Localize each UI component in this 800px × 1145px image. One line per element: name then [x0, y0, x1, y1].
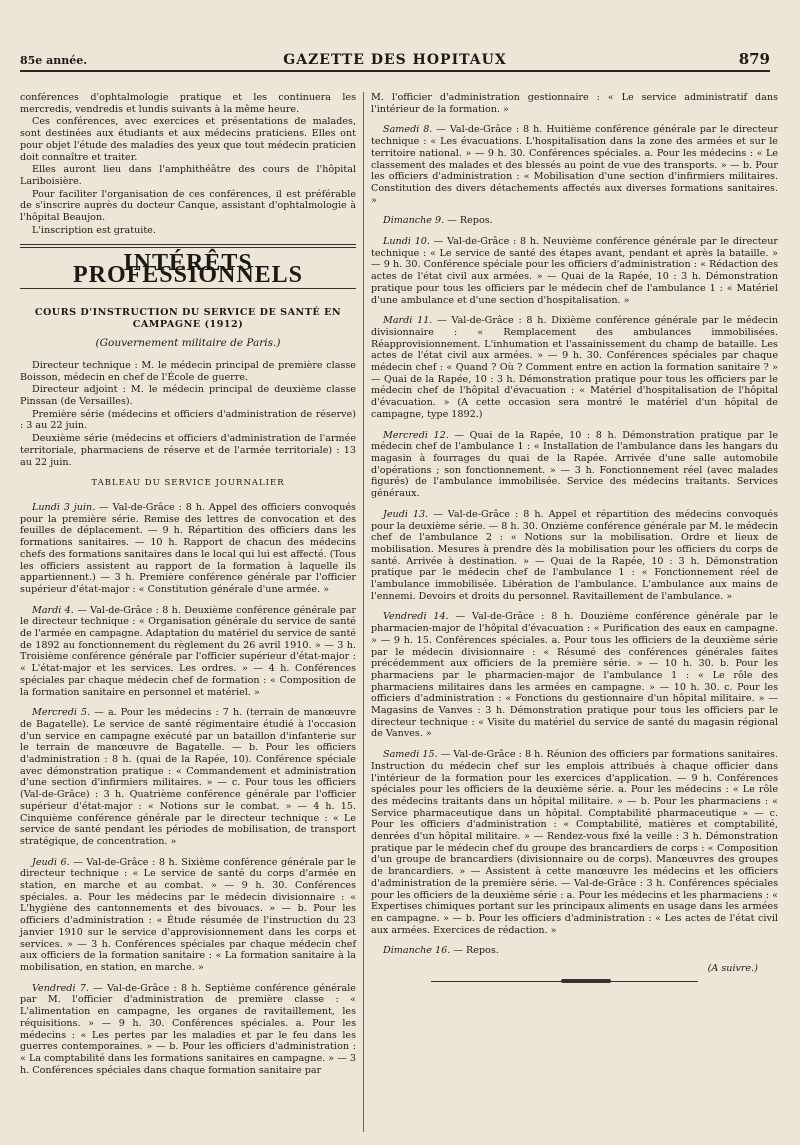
schedule-entry [371, 215, 778, 227]
paragraph: Elles auront lieu dans l'amphithéâtre des cours de l'hôpital Lariboisière. [20, 164, 356, 187]
day-label: Jeudi 13. [383, 508, 429, 520]
section-title: INTÉRÊTS PROFESSIONNELS [72, 250, 304, 289]
paragraph: Pour faciliter l'organisation de ces conférences, il est préférable de s'inscrire auprès du docteur Canque, assistant d'ophtalmologie à l'hôpital Beaujon. [20, 188, 356, 224]
day-label: Lundi 10. [383, 236, 430, 248]
day-text: — Val-de-Grâce : 8 h. Dixième conférence générale par le médecin divisionnaire : « Remplacement des ambulances immobilisées. Réapprovisionnement. L'inhumation et l'assainissement du champ de bataille. Les actes de l'état civil aux armées. » — 9 h. 30. Conférences spéciales par chaque médecin chef : « Quand ? Où ? Comment entre en action la formation sanitaire ? » — Quai de la Rapée, 10 : 3 h. Démonstration pratique pour tous les officiers par le médecin chef de l'hôpital d'évacuation : « Matériel d'hospitalisation de l'hôpital d'évacuation. » (A cette occasion sera montré le matériel d'un hôpital de campagne, type 1892.) [371, 315, 779, 420]
schedule-entry [371, 124, 778, 206]
schedule-entry [371, 315, 778, 420]
day-text: — Quai de la Rapée, 10 : 8 h. Démonstration pratique par le médecin chef de l'ambulance 1 : « Installation de l'ambulance dans les hangars du magasin à fourrages du quai de la Rapée. Arrivée d'une salle automobile d'opérations ; son fonctionnement. » — 3 h. Fonctionnement réel (avec malades figurés) de l'ambulance immobilisée. Service des médecins traitants. Services généraux. [371, 429, 778, 500]
column-divider [363, 92, 364, 1132]
day-label: Samedi 8. [383, 124, 433, 136]
day-label: Jeudi 6. [32, 856, 70, 868]
article-subtitle: (Gouvernement militaire de Paris.) [95, 337, 281, 350]
schedule-entry [371, 509, 778, 603]
page-header [20, 50, 770, 72]
section-divider [20, 244, 356, 248]
paragraph: M. l'officier d'administration gestionnaire : « Le service administratif dans l'intérieur de la formation. » [371, 92, 778, 115]
staff-line: Directeur adjoint : M. le médecin principal de deuxième classe Pinssan (de Versailles). [20, 384, 356, 408]
schedule-entry [20, 707, 356, 847]
day-text: — Val-de-Grâce : 8 h. Neuvième conférence générale par le directeur technique : « Le service de santé des étapes avant, pendant et après la bataille. » — 9 h. 30. Conférence spéciale pour les officiers d'administration : « Rédaction des actes de l'état civil aux armées. » — Quai de la Rapée, 10 : 3 h. Démonstration pratique pour tous les officiers par le médecin chef de l'ambulance 1 : « Matériel d'une ambulance et d'une section d'hospitalisation. » [371, 236, 778, 306]
schedule-entry [20, 983, 356, 1077]
staff-line: Deuxième série (médecins et officiers d'administration de l'armée territoriale, pharmaciens de réserve et de l'armée territoriale) : 13 au 22 juin. [20, 433, 356, 468]
day-text: — Val-de-Grâce : 8 h. Appel des officiers convoqués pour la première série. Remise des lettres de convocation et des feuilles de déplacement. — 9 h. Répartition des officiers dans les formations sanitaires. — 10 h. Rapport de chacun des médecins chefs des formations sanitaires dans le local qui lui est affecté. (Tous les officiers assistent au rapport de la formation à laquelle ils appartiennent.) — 3 h. Première conférence générale par l'officier supérieur d'état-major : « Constitution générale d'une armée. » [20, 501, 356, 595]
schedule-entry [371, 236, 778, 306]
day-label: Mercredi 5. [32, 707, 91, 719]
day-label: Lundi 3 juin. [32, 501, 96, 513]
day-label: Dimanche 16. [383, 945, 451, 957]
day-text: — Val-de-Grâce : 8 h. Deuxième conférence générale par le directeur technique : « Organisation générale du service de santé de l'armée en campagne. Adaptation du matériel du service de santé de 1892 au fonctionnement du règlement du 26 avril 1910. » — 3 h. Troisième conférence générale par l'officier supérieur d'état-major : « L'état-major et les services. Les ordres. » — 4 h. Conférences spéciales par chaque médecin chef de formation : « Composition de la formation sanitaire en personnel et matériel. » [20, 604, 356, 698]
staff-line: Directeur technique : M. le médecin principal de première classe Boisson, médecin en chef de l'École de guerre. [20, 359, 356, 383]
day-label: Mardi 4. [32, 604, 74, 616]
schedule-entry [371, 749, 778, 936]
day-label: Mardi 11. [383, 315, 433, 327]
schedule-entry [371, 611, 778, 740]
schedule-entry [371, 430, 778, 500]
paragraph: conférences d'ophtalmologie pratique et les continuera les mercredis, vendredis et lundis suivants à la même heure. [20, 92, 356, 115]
day-label: Mercredi 12. [383, 429, 449, 441]
schedule-entry [20, 502, 356, 596]
day-text: — Val-de-Grâce : 8 h. Douzième conférence générale par le pharmacien-major de l'hôpital d'évacuation : « Purification des eaux en campagne. » — 9 h. 15. Conférences spéciales. a. Pour tous les officiers de la deuxième série par le médecin divisionnaire : « Résumé des conférences générales faites précédemment aux officiers de la première série. » — 10 h. 30. b. Pour les pharmaciens par le pharmacien-major de l'ambulance 1 : « Le rôle des pharmaciens militaires dans les armées en campagne. » — 10 h. 30. c. Pour les officiers d'administration : « Fonctions du gestionnaire d'un hôpital militaire. » — Magasins de Vanves : 3 h. Démonstration pratique pour tous les officiers par le directeur technique : « Visite du matériel du service de santé du magasin régional de Vanves. » [371, 611, 779, 740]
day-text: — Repos. [453, 945, 499, 957]
day-text: — Val-de-Grâce : 8 h. Septième conférence générale par M. l'officier d'administration de première classe : « L'alimentation en campagne, les organes de ravitaillement, les réquisitions. » — 9 h. 30. Conférences spéciales. a. Pour les médecins : « Les pertes par les maladies et par le feu dans les guerres contemporaines. » — b. Pour les officiers d'administration : « La comptabilité dans les formations sanitaires en campagne. » — 3 h. Conférences spéciales dans chaque formation sanitaire par [20, 982, 356, 1076]
day-label: Vendredi 14. [383, 611, 449, 623]
day-text: — Repos. [447, 215, 493, 227]
day-label: Dimanche 9. [383, 215, 445, 227]
day-text: — Val-de-Grâce : 8 h. Appel et répartition des médecins convoqués pour la deuxième série. — 8 h. 30. Onzième conférence générale par M. le médecin chef de l'ambulance 2 : « Notions sur la mobilisation. Ordre et lieux de mobilisation. Mesures à prendre dès la mobilisation pour les officiers du corps de santé. Arrivée à destination. » — Quai de la Rapée, 10 : 3 h. Démonstration pratique par le médecin chef de l'ambulance 1 : « Fonctionnement réel de l'ambulance immobilisée. Libération de l'ambulance. L'ambulance aux mains de l'ennemi. Devoirs et droits du personnel. Ravitaillement de l'ambulance. » [371, 508, 778, 602]
journal-title: GAZETTE DES HOPITAUX [283, 52, 507, 68]
end-ornament [371, 977, 778, 985]
year-label: 85e année. [20, 54, 88, 67]
page-number: 879 [738, 50, 770, 68]
right-column [371, 92, 778, 985]
day-text: — a. Pour les médecins : 7 h. (terrain de manœuvre de Bagatelle). Le service de santé régimentaire étudié à l'occasion d'un service en campagne exécuté par un bataillon d'infanterie sur le terrain de manœuvre de Bagatelle. — b. Pour les officiers d'administration : 8 h. (quai de la Rapée, 10). Conférence spéciale avec démonstration pratique : « Commandement et administration d'une section d'infirmiers militaires. » — c. Pour tous les officiers (Val-de-Grâce) : 3 h. Quatrième conférence générale par l'officier supérieur d'état-major : « Notions sur le combat. » — 4 h. 15. Cinquième conférence générale par le directeur technique : « Le service de santé pendant les périodes de mobilisation, de transport stratégique, de concentration. » [20, 707, 356, 847]
day-label: Samedi 15. [383, 749, 438, 761]
day-text: — Val-de-Grâce : 8 h. Réunion des officiers par formations sanitaires. Instruction du médecin chef sur les emplois attribués à chaque officier dans l'intérieur de la formation pour les exercices d'application. — 9 h. Conférences spéciales pour les officiers de la deuxième série. a. Pour les médecins : « Le rôle des médecins traitants dans un hôpital militaire. » — b. Pour les pharmaciens : « Service pharmaceutique dans un hôpital. Comptabilité pharmaceutique » — c. Pour les officiers d'administration : « Comptabilité, matières et comptabilité, denrées d'un hôpital militaire. » — Rendez-vous fixé la veille : 3 h. Démonstration pratique par le médecin chef du groupe des brancardiers de corps : « Composition d'un groupe de brancardiers (divisionnaire ou de corps). Manœuvres des groupes de brancardiers. » — Assistent à cette manœuvre les médecins et les officiers d'administration de la première série. — Val-de-Grâce : 3 h. Conférences spéciales pour les officiers de la deuxième série : a. Pour les médecins et les pharmaciens : « Expertises chimiques portant sur les principaux aliments en usage dans les armées en campagne. » — b. Pour les officiers d'administration : « Les actes de l'état civil aux armées. Exercices de rédaction. » [371, 749, 778, 936]
day-text: — Val-de-Grâce : 8 h. Huitième conférence générale par le directeur technique : « Les évacuations. L'hospitalisation dans la zone des armées et sur le territoire national. » — 9 h. 30. Conférences spéciales. a. Pour les médecins : « Le classement des malades et des blessés au point de vue des transports. » — b. Pour les officiers d'administration : « Mobilisation d'une section d'infirmiers militaires. Constitution des divers détachements affectés aux diverses formations sanitaires. » [371, 124, 778, 206]
schedule-entry [20, 857, 356, 974]
left-column [20, 92, 356, 1077]
day-label: Vendredi 7. [32, 982, 89, 994]
table-title: TABLEAU DU SERVICE JOURNALIER [91, 478, 285, 489]
to-be-continued: (A suivre.) [707, 963, 758, 975]
schedule-entry [20, 605, 356, 699]
day-text: — Val-de-Grâce : 8 h. Sixième conférence générale par le directeur technique : « Le service de santé du corps d'armée en station, en marche et au combat. » — 9 h. 30. Conférences spéciales. a. Pour les médecins par le médecin divisionnaire : « L'hygiène des cantonnements et des bivouacs. » — b. Pour les officiers d'administration : « Étude résumée de l'instruction du 23 janvier 1910 sur le service d'approvisionnement dans les corps et services. » — 3 h. Conférences spéciales par chaque médecin chef aux officiers de la formation sanitaire : « La formation sanitaire à la mobilisation, en station, en marche. » [20, 856, 356, 973]
paragraph: Ces conférences, avec exercices et présentations de malades, sont destinées aux étudiants et aux médecins praticiens. Elles ont pour objet l'étude des maladies des yeux que tout médecin praticien doit connaître et traiter. [20, 116, 356, 163]
paragraph: L'inscription est gratuite. [32, 224, 156, 236]
schedule-entry [371, 945, 778, 957]
article-title: COURS D'INSTRUCTION DU SERVICE DE SANTÉ EN CAMPAGNE (1912) [34, 306, 342, 330]
staff-line: Première série (médecins et officiers d'administration de réserve) : 3 au 22 juin. [20, 408, 356, 432]
